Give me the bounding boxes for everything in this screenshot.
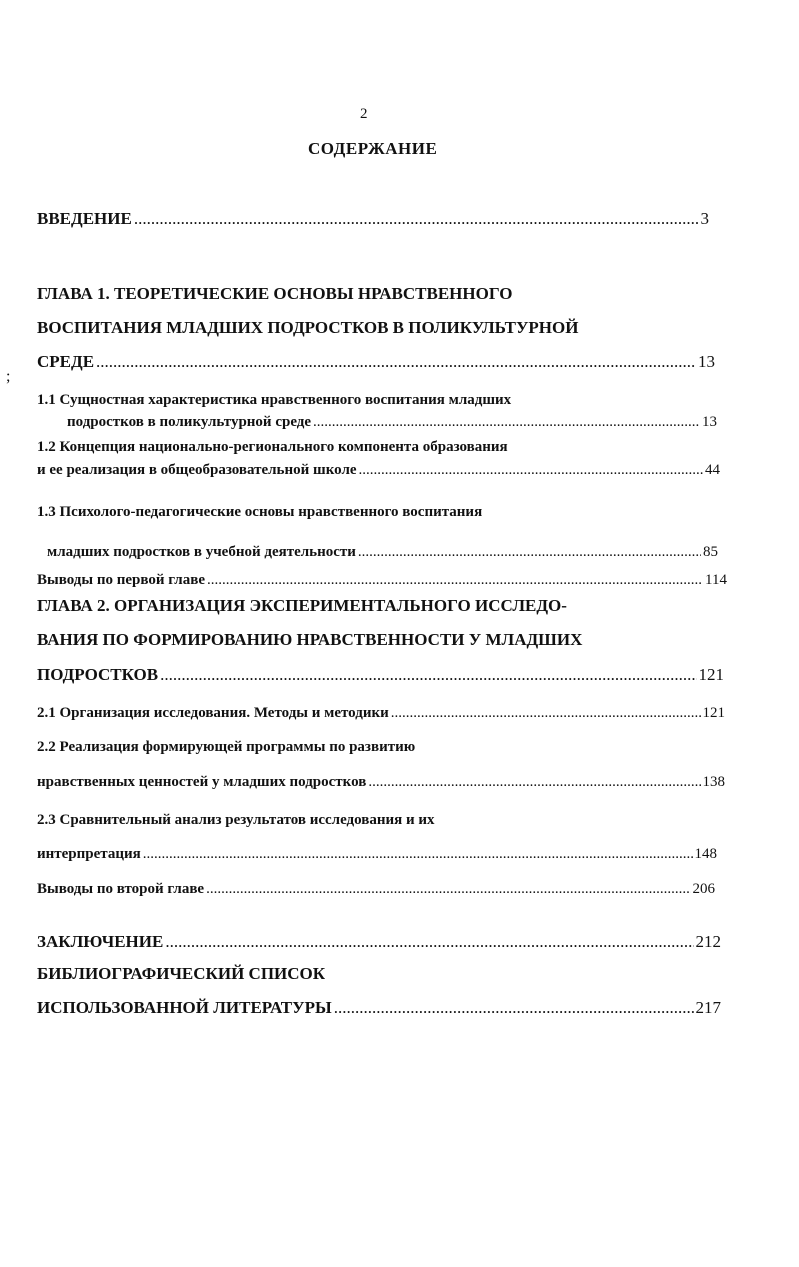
entry-page: 121 (702, 705, 725, 721)
toc-entry-conclusion[interactable] (37, 932, 721, 952)
toc-entry-section-1-2[interactable] (37, 462, 720, 479)
toc-entry-section-2-2[interactable] (37, 774, 725, 791)
entry-text: ПОДРОСТКОВ (37, 665, 159, 684)
leader-dots (160, 665, 696, 685)
page-number: 2 (360, 106, 368, 122)
entry-text: ЗАКЛЮЧЕНИЕ (37, 932, 164, 951)
leader-dots (359, 462, 703, 479)
leader-dots (368, 774, 700, 791)
leader-dots (143, 846, 693, 863)
leader-dots (206, 881, 690, 898)
leader-dots (358, 544, 701, 561)
section-2-3-line1: 2.3 Сравнительный анализ результатов исследования и их (37, 812, 435, 828)
entry-page: 13 (702, 414, 717, 430)
toc-entry-bibliography[interactable] (37, 998, 721, 1018)
entry-page: 217 (695, 998, 721, 1017)
bibliography-title-line1: БИБЛИОГРАФИЧЕСКИЙ СПИСОК (37, 964, 326, 983)
page-title: СОДЕРЖАНИЕ (308, 139, 438, 158)
chapter2-title-line2: ВАНИЯ ПО ФОРМИРОВАНИЮ НРАВСТВЕННОСТИ У МЛАДШИХ (37, 630, 583, 649)
section-1-1-line1: 1.1 Сущностная характеристика нравственного воспитания младших (37, 392, 512, 408)
entry-text: СРЕДЕ (37, 352, 95, 371)
leader-dots (313, 414, 700, 431)
entry-page: 212 (695, 932, 721, 951)
entry-text: Выводы по второй главе (37, 881, 205, 897)
entry-text: ВВЕДЕНИЕ (37, 209, 132, 228)
entry-page: 121 (698, 665, 724, 684)
toc-entry-section-2-1[interactable] (37, 705, 725, 722)
entry-page: 114 (705, 572, 727, 588)
entry-page: 148 (694, 846, 717, 862)
chapter1-title-line2: ВОСПИТАНИЯ МЛАДШИХ ПОДРОСТКОВ В ПОЛИКУЛЬТУРНОЙ (37, 318, 579, 337)
entry-page: 206 (692, 881, 715, 897)
leader-dots (391, 705, 701, 722)
entry-text: интерпретация (37, 846, 141, 862)
toc-entry-section-1-1[interactable] (67, 414, 717, 431)
entry-text: младших подростков в учебной деятельности (47, 544, 356, 560)
entry-page: 13 (698, 352, 715, 371)
chapter2-title-line1: ГЛАВА 2. ОРГАНИЗАЦИЯ ЭКСПЕРИМЕНТАЛЬНОГО ИССЛЕДО- (37, 596, 567, 615)
entry-text: Выводы по первой главе (37, 572, 205, 588)
leader-dots (165, 932, 693, 952)
entry-text: и ее реализация в общеобразовательной школе (37, 462, 357, 478)
leader-dots (334, 998, 694, 1018)
section-1-2-line1: 1.2 Концепция национально-регионального компонента образования (37, 439, 508, 455)
toc-entry-conclusions-ch2[interactable] (37, 881, 715, 898)
leader-dots (134, 209, 699, 229)
leader-dots (96, 352, 696, 372)
chapter1-title-line1: ГЛАВА 1. ТЕОРЕТИЧЕСКИЕ ОСНОВЫ НРАВСТВЕННОГО (37, 284, 513, 303)
entry-text: нравственных ценностей у младших подростков (37, 774, 367, 790)
section-2-2-line1: 2.2 Реализация формирующей программы по развитию (37, 739, 416, 755)
entry-page: 138 (702, 774, 725, 790)
toc-entry-conclusions-ch1[interactable] (37, 572, 727, 589)
entry-page: 44 (705, 462, 720, 478)
leader-dots (207, 572, 703, 589)
entry-page: 3 (700, 209, 709, 228)
toc-entry-intro[interactable] (37, 209, 709, 229)
entry-text: подростков в поликультурной среде (67, 414, 312, 430)
entry-text: ИСПОЛЬЗОВАННОЙ ЛИТЕРАТУРЫ (37, 998, 332, 1017)
entry-page: 85 (703, 544, 718, 560)
toc-entry-section-1-3[interactable] (47, 544, 718, 561)
toc-entry-chapter2[interactable] (37, 665, 724, 685)
margin-mark: ; (6, 368, 11, 385)
section-1-3-line1: 1.3 Психолого-педагогические основы нравственного воспитания (37, 504, 483, 520)
toc-entry-section-2-3[interactable] (37, 846, 717, 863)
toc-entry-chapter1[interactable] (37, 352, 715, 372)
entry-text: 2.1 Организация исследования. Методы и методики (37, 705, 389, 721)
